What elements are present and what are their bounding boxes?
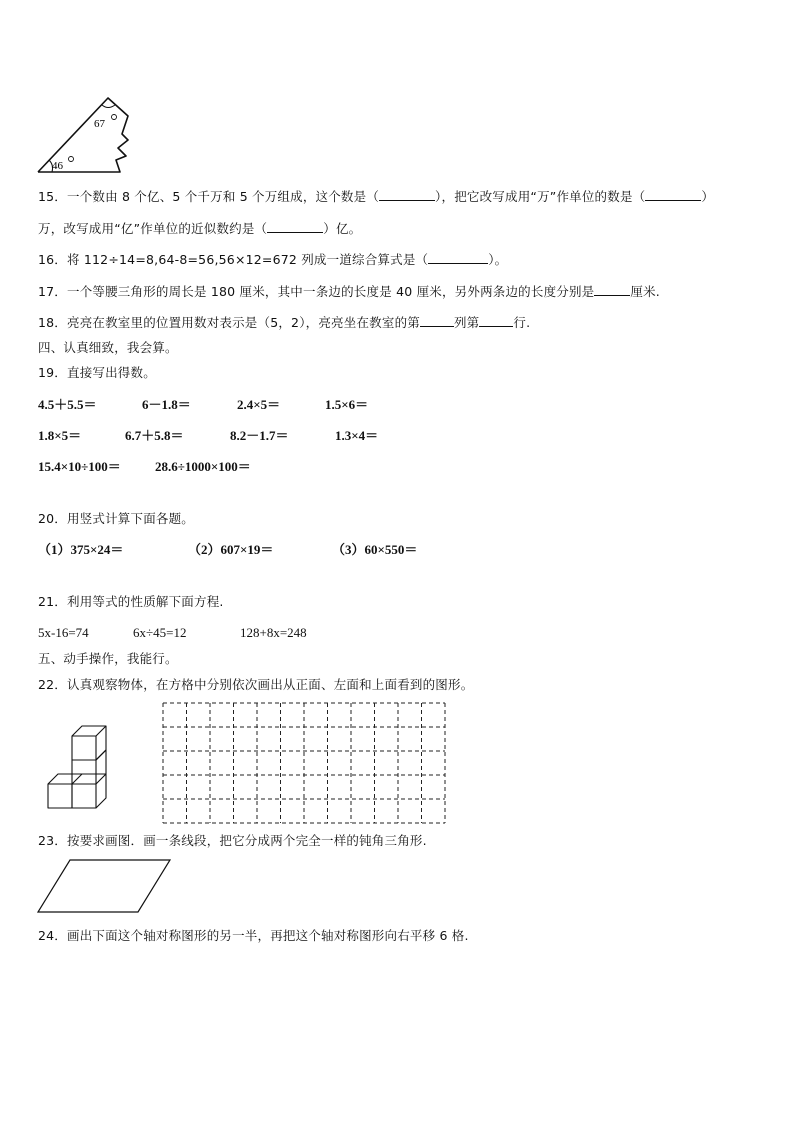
section-4-heading: 四、认真细致，我会算。	[38, 340, 178, 355]
question-15-text-5: ）亿。	[323, 221, 362, 236]
question-17-text-1: 17．一个等腰三角形的周长是 180 厘米，其中一条边的长度是 40 厘米，另外两条边的长度分别是	[38, 284, 595, 299]
calc-item: 6.7＋5.8＝	[125, 428, 184, 443]
question-19-title: 19．直接写出得数。	[38, 365, 156, 380]
parallelogram-figure	[36, 858, 176, 916]
question-15-line-1	[38, 188, 714, 205]
answer-blank[interactable]	[420, 314, 454, 327]
calc-item: 6－1.8＝	[142, 397, 191, 412]
answer-blank[interactable]	[428, 251, 488, 264]
equation-item: 128+8x=248	[240, 625, 307, 640]
question-16-text-2: ）。	[488, 252, 508, 267]
equation-item: 5x-16=74	[38, 625, 89, 640]
question-15-text-1: 15．一个数由 8 个亿、5 个千万和 5 个万组成，这个数是（	[38, 189, 380, 204]
answer-blank[interactable]	[594, 283, 630, 296]
question-18-text-3: 行.	[513, 315, 531, 330]
calc-item: 2.4×5＝	[237, 397, 281, 412]
vertical-calc-item: （3）60×550＝	[332, 542, 418, 557]
equation-item: 6x÷45=12	[133, 625, 187, 640]
degree-mark-top	[112, 115, 117, 120]
question-16	[38, 251, 507, 268]
question-15-text-4: 万，改写成用“亿”作单位的近似数约是（	[38, 221, 268, 236]
question-15-line-2	[38, 220, 361, 237]
answer-blank[interactable]	[479, 314, 513, 327]
calc-item: 1.5×6＝	[325, 397, 369, 412]
question-20-title: 20．用竖式计算下面各题。	[38, 511, 195, 526]
degree-mark-bottom	[69, 157, 74, 162]
calc-item: 4.5＋5.5＝	[38, 397, 97, 412]
vertical-calc-item: （1）375×24＝	[38, 542, 124, 557]
question-16-text-1: 16．将 112÷14=8,64-8=56,56×12=672 列成一道综合算式是（	[38, 252, 429, 267]
calc-item: 1.3×4＝	[335, 428, 379, 443]
answer-blank[interactable]	[645, 188, 701, 201]
triangle-angle-figure	[36, 92, 136, 176]
calc-item: 1.8×5＝	[38, 428, 82, 443]
question-23-title: 23．按要求画图．画一条线段，把它分成两个完全一样的钝角三角形.	[38, 833, 427, 848]
question-18	[38, 314, 530, 331]
drawing-grid[interactable]	[162, 702, 446, 824]
question-17	[38, 283, 660, 300]
section-5-heading: 五、动手操作，我能行。	[38, 651, 178, 666]
calc-item: 8.2－1.7＝	[230, 428, 289, 443]
answer-blank[interactable]	[379, 188, 435, 201]
question-15-text-3: ）	[701, 189, 715, 204]
calc-item: 28.6÷1000×100＝	[155, 459, 251, 474]
angle-label-top: 67	[94, 118, 105, 130]
parallelogram	[38, 860, 170, 912]
vertical-calc-item: （2）607×19＝	[188, 542, 274, 557]
question-15-text-2: ），把它改写成用“万”作单位的数是（	[435, 189, 646, 204]
question-18-text-1: 18．亮亮在教室里的位置用数对表示是（5，2），亮亮坐在教室的第	[38, 315, 420, 330]
question-21-title: 21．利用等式的性质解下面方程.	[38, 594, 224, 609]
cube-stack-figure	[46, 718, 118, 814]
question-24-title: 24．画出下面这个轴对称图形的另一半，再把这个轴对称图形向右平移 6 格.	[38, 928, 469, 943]
angle-label-bottom: 46	[52, 160, 63, 172]
question-22-title: 22．认真观察物体，在方格中分别依次画出从正面、左面和上面看到的图形。	[38, 677, 474, 692]
answer-blank[interactable]	[267, 220, 323, 233]
question-17-text-2: 厘米.	[630, 284, 660, 299]
angle-arc-top	[102, 105, 115, 108]
question-18-text-2: 列第	[453, 315, 480, 330]
calc-item: 15.4×10÷100＝	[38, 459, 121, 474]
